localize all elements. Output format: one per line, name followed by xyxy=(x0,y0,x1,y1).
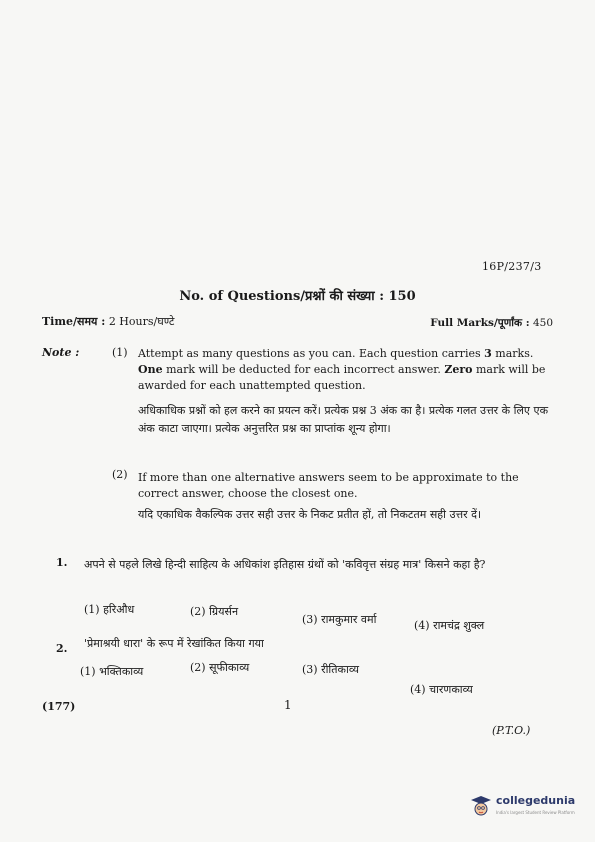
time-info xyxy=(42,314,174,329)
note-label: Note : xyxy=(42,346,80,359)
question-number: 1. xyxy=(56,556,68,569)
watermark-text xyxy=(496,795,575,819)
time-label: Time/समय : xyxy=(42,315,106,328)
note-item-number: (2) xyxy=(112,468,128,481)
note-item-hindi: अधिकाधिक प्रश्नों को हल करने का प्रयत्न करें। प्रत्येक प्रश्न 3 अंक का है। प्रत्येक गलत उत्तर के लिए एक अंक काटा जाएगा। प्रत्येक अनुत्तरित प्रश्न का प्राप्तांक शून्य होगा। xyxy=(138,404,549,435)
question-count-title: No. of Questions/प्रश्नों की संख्या : 150 xyxy=(179,289,416,304)
note-text: mark will be deducted for each incorrect answer. xyxy=(162,363,445,376)
question-text: 'प्रेमाश्रयी धारा' के रूप में रेखांकित किया गया xyxy=(84,637,264,650)
marks-value: 450 xyxy=(532,317,553,329)
note-text: Attempt as many questions as you can. Each question carries xyxy=(138,347,485,360)
booklet-code: (177) xyxy=(42,700,76,713)
question-option: (3) रामकुमार वर्मा xyxy=(302,613,377,626)
marks-label: Full Marks/पूर्णांक : xyxy=(430,317,530,329)
collegedunia-watermark xyxy=(470,792,590,822)
question-option: (1) हरिऔध xyxy=(84,603,135,616)
note-text: marks. xyxy=(491,347,534,360)
note-item-english: If more than one alternative answers seem to be approximate to the correct answer, choose the closest one. xyxy=(138,471,519,500)
note-item-english xyxy=(138,346,552,394)
paper-code: 16P/237/3 xyxy=(482,260,542,273)
note-one-emphasis: One xyxy=(138,363,163,376)
note-zero-emphasis: Zero xyxy=(444,363,473,376)
note-text: mark will be awarded for each unattempted question. xyxy=(138,363,546,392)
watermark-tagline: India's largest Student Review Platform xyxy=(496,810,575,815)
time-value: 2 Hours/घण्टे xyxy=(108,315,175,328)
note-item-number: (1) xyxy=(112,346,128,359)
question-option: (2) सूफीकाव्य xyxy=(190,661,250,674)
note-item-hindi: यदि एकाधिक वैकल्पिक उत्तर सही उत्तर के निकट प्रतीत हों, तो निकटतम सही उत्तर दें। xyxy=(138,508,482,521)
note-marks-emphasis: 3 xyxy=(484,347,492,360)
question-option: (4) चारणकाव्य xyxy=(410,683,473,696)
question-text: अपने से पहले लिखे हिन्दी साहित्य के अधिकांश इतिहास ग्रंथों को 'कविवृत्त संग्रह मात्र' किसने कहा है? xyxy=(84,558,486,571)
watermark-brand: collegedunia xyxy=(496,794,576,807)
question-number: 2. xyxy=(56,642,68,655)
full-marks-info xyxy=(430,316,553,330)
question-option: (1) भक्तिकाव्य xyxy=(80,665,144,678)
question-option: (4) रामचंद्र शुक्ल xyxy=(414,619,485,632)
question-option: (2) ग्रियर्सन xyxy=(190,605,239,618)
graduate-icon xyxy=(470,795,492,819)
question-option: (3) रीतिकाव्य xyxy=(302,663,359,676)
page-number: 1 xyxy=(284,698,292,712)
pto-marker: (P.T.O.) xyxy=(492,724,531,737)
